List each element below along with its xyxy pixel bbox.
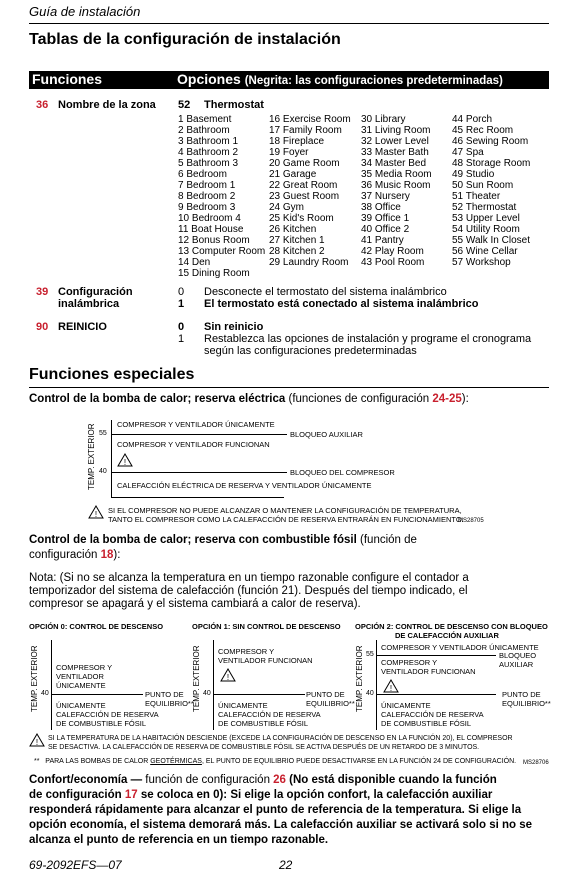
zone-name-item: 46 Sewing Room — [452, 136, 529, 147]
f39-num: 39 — [36, 286, 49, 298]
zone-name-item: 6 Bedroom — [178, 169, 227, 180]
zone-name-item: 30 Library — [361, 114, 406, 125]
opt1-y-label: TEMP. EXTERIOR — [192, 645, 201, 712]
opt1-below: ÚNICAMENTE CALEFACCIÓN DE RESERVA DE COMBUSTIBLE FÓSIL — [218, 701, 321, 728]
zone-name-item: 4 Bathroom 2 — [178, 147, 239, 158]
zone-names-col2 — [269, 114, 351, 268]
hp1-lock-comp: BLOQUEO DEL COMPRESOR — [290, 468, 395, 477]
hp2-note: Nota: (Si no se alcanza la temperatura en un tiempo razonable configure el contador a temporizador del sistema de calefacción (función 21). Después del tiempo indicado, el compresor se apagará y el sistema cambiará a calor de reserva). — [29, 572, 469, 610]
warning-triangle-icon — [117, 453, 133, 467]
opt2-point: PUNTO DE EQUILIBRIO** — [502, 690, 551, 708]
hp1-zone-mid: COMPRESOR Y VENTILADOR FUNCIONAN — [117, 440, 270, 449]
f90-o1: Restablezca las opciones de instalación y programe el cronograma según las configuraciones predeterminadas — [204, 333, 532, 357]
opt2-tick-40: 40 — [366, 690, 374, 697]
opt2-below: ÚNICAMENTE CALEFACCIÓN DE RESERVA DE COMBUSTIBLE FÓSIL — [381, 701, 484, 728]
warning-triangle-icon — [29, 733, 45, 747]
zone-names-col1 — [178, 114, 265, 279]
opt0-below: ÚNICAMENTE CALEFACCIÓN DE RESERVA DE COMBUSTIBLE FÓSIL — [56, 701, 159, 728]
f39-o0-num: 0 — [178, 286, 185, 298]
confort-paragraph: Confort/economía — función de configuración 26 (No está disponible cuando la función de configuración 17 se coloca en 0): Si elige la opción confort, la calefacción auxiliar responderá rápidamente para alcanzar el punto de referencia de la temperatura. Si elige la opción economía, el sistema demorará más. La calefacción auxiliar se activará solo si no se alcanza el punto de referencia en un tiempo razonable. — [29, 774, 533, 846]
svg-text:!: ! — [226, 673, 230, 682]
zone-name-item: 31 Living Room — [361, 125, 431, 136]
zone-name-item: 37 Nursery — [361, 191, 410, 202]
opt0-point: PUNTO DE EQUILIBRIO** — [145, 690, 194, 708]
doc-code: 69-2092EFS—07 — [29, 858, 122, 872]
zone-name-item: 1 Basement — [178, 114, 232, 125]
section-title: Tablas de la configuración de instalación — [29, 31, 341, 48]
zone-name-item: 9 Bedroom 3 — [178, 202, 236, 213]
zone-name-item: 42 Play Room — [361, 246, 424, 257]
zone-name-item: 8 Bedroom 2 — [178, 191, 236, 202]
f90-o1-num: 1 — [178, 333, 185, 345]
zone-name-item: 47 Spa — [452, 147, 484, 158]
zone-name-item: 32 Lower Level — [361, 136, 429, 147]
zone-name-item: 53 Upper Level — [452, 213, 520, 224]
zone-name-item: 40 Office 2 — [361, 224, 410, 235]
zone-name-item: 21 Garage — [269, 169, 317, 180]
svg-text:!: ! — [389, 684, 393, 693]
zone-name-item: 34 Master Bed — [361, 158, 427, 169]
opt2-lock: BLOQUEO AUXILIAR — [499, 651, 537, 669]
f39-o0: Desconecte el termostato del sistema inalámbrico — [204, 286, 447, 298]
zone-name-item: 38 Office — [361, 202, 401, 213]
hp1-line-40 — [111, 472, 287, 473]
hp2-code: MS28706 — [523, 760, 549, 766]
f36-num: 36 — [36, 99, 49, 111]
opt0-above: COMPRESOR Y VENTILADOR ÚNICAMENTE — [56, 663, 113, 690]
hp2-footnote: ** PARA LAS BOMBAS DE CALOR GEOTÉRMICAS, EL PUNTO DE EQUILIBRIO PUEDE DESACTIVARSE EN LA FUNCIÓN 24 DE CONFIGURACIÓN. — [34, 758, 517, 765]
hp1-lock-aux: BLOQUEO AUXILIAR — [290, 430, 363, 439]
opt2-title: OPCIÓN 2: CONTROL DE DESCENSO CON BLOQUEO DE CALEFACCIÓN AUXILIAR — [355, 622, 548, 640]
zone-name-item: 52 Thermostat — [452, 202, 517, 213]
warning-triangle-icon — [88, 505, 104, 519]
zone-name-item: 44 Porch — [452, 114, 493, 125]
zone-name-item: 16 Exercise Room — [269, 114, 351, 125]
zone-name-item: 13 Computer Room — [178, 246, 266, 257]
zone-name-item: 11 Boat House — [178, 224, 244, 235]
opt2-tick-55: 55 — [366, 651, 374, 658]
hp1-y-axis — [111, 420, 112, 498]
hp1-title: Control de la bomba de calor; reserva eléctrica (funciones de configuración 24-25): — [29, 393, 469, 405]
page-number: 22 — [279, 858, 293, 872]
col-funciones: Funciones — [32, 71, 103, 87]
opt0-balance-line — [51, 694, 143, 695]
hp2-warning: SI LA TEMPERATURA DE LA HABITACIÓN DESCIENDE (EXCEDE LA CONFIGURACIÓN DE DESCENSO EN LA FUNCIÓN 20), EL COMPRESOR SE DESACTIVA. LA CALEFACCIÓN DE RESERVA DE COMBUSTIBLE FÓSIL SE ACTIVA DESPUÉS DE UN RETARDO DE 3 MINUTOS. — [48, 735, 513, 751]
zone-name-item: 57 Workshop — [452, 257, 511, 268]
zone-name-item: 48 Storage Room — [452, 158, 531, 169]
table-header-bar — [29, 71, 549, 89]
zone-name-item: 56 Wine Cellar — [452, 246, 518, 257]
hp1-note: SI EL COMPRESOR NO PUEDE ALCANZAR O MANTENER LA CONFIGURACIÓN DE TEMPERATURA, TANTO EL COMPRESOR COMO LA CALEFACCIÓN DE RESERVA ENTRARÁN EN FUNCIONAMIENTO. — [108, 506, 464, 524]
zone-name-item: 28 Kitchen 2 — [269, 246, 325, 257]
f90-o0-num: 0 — [178, 321, 185, 333]
warning-triangle-icon — [220, 668, 236, 682]
zone-name-item: 43 Pool Room — [361, 257, 425, 268]
f36-opt-num: 52 — [178, 99, 191, 111]
zone-name-item: 41 Pantry — [361, 235, 404, 246]
opt0-tick: 40 — [41, 690, 49, 697]
hp1-line-55 — [111, 434, 287, 435]
zone-name-item: 24 Gym — [269, 202, 305, 213]
opt2-y-axis — [376, 640, 377, 730]
opt1-title: OPCIÓN 1: SIN CONTROL DE DESCENSO — [192, 622, 341, 631]
opt0-title: OPCIÓN 0: CONTROL DE DESCENSO — [29, 622, 164, 631]
zone-name-item: 15 Dining Room — [178, 268, 250, 279]
running-title: Guía de instalación — [29, 4, 141, 19]
zone-name-item: 50 Sun Room — [452, 180, 514, 191]
zone-name-item: 19 Foyer — [269, 147, 309, 158]
opt1-tick: 40 — [203, 690, 211, 697]
zone-name-item: 54 Utility Room — [452, 224, 520, 235]
zone-name-item: 2 Bathroom — [178, 125, 230, 136]
hp1-x-axis — [111, 497, 284, 498]
zone-name-item: 49 Studio — [452, 169, 495, 180]
hp1-code: MS28705 — [458, 518, 484, 524]
opt0-y-label: TEMP. EXTERIOR — [30, 645, 39, 712]
opt0-y-axis — [51, 640, 52, 730]
zone-name-item: 29 Laundry Room — [269, 257, 349, 268]
opt2-top: COMPRESOR Y VENTILADOR ÚNICAMENTE — [381, 643, 539, 652]
zone-name-item: 36 Music Room — [361, 180, 431, 191]
zone-names-col3 — [361, 114, 432, 268]
opt2-y-label: TEMP. EXTERIOR — [355, 645, 364, 712]
hp1-zone-top: COMPRESOR Y VENTILADOR ÚNICAMENTE — [117, 420, 275, 429]
zone-name-item: 45 Rec Room — [452, 125, 514, 136]
zone-name-item: 10 Bedroom 4 — [178, 213, 241, 224]
f39-name: Configuración inalámbrica — [58, 286, 133, 310]
zone-name-item: 12 Bonus Room — [178, 235, 250, 246]
zone-name-item: 27 Kitchen 1 — [269, 235, 325, 246]
opt1-point: PUNTO DE EQUILIBRIO** — [306, 690, 355, 708]
f39-o1-num: 1 — [178, 298, 185, 310]
header-rule — [29, 23, 549, 24]
opt1-balance-line — [213, 694, 305, 695]
zone-name-item: 14 Den — [178, 257, 211, 268]
special-functions-title: Funciones especiales — [29, 366, 195, 383]
zone-name-item: 20 Game Room — [269, 158, 340, 169]
hp1-y-label: TEMP. EXTERIOR — [87, 423, 96, 490]
f39-o1: El termostato está conectado al sistema inalámbrico — [204, 298, 479, 310]
hp2-title: Control de la bomba de calor; reserva con combustible fósil (función de configuración 18): — [29, 534, 417, 561]
f90-name: REINICIO — [58, 321, 107, 333]
zone-name-item: 25 Kid's Room — [269, 213, 334, 224]
col-opciones: Opciones (Negrita: las configuraciones predeterminadas) — [177, 71, 503, 87]
svg-text:!: ! — [35, 738, 39, 747]
opt2-mid: COMPRESOR Y VENTILADOR FUNCIONAN — [381, 658, 476, 676]
f36-name: Nombre de la zona — [58, 99, 156, 111]
zone-names-col4 — [452, 114, 530, 268]
zone-name-item: 3 Bathroom 1 — [178, 136, 239, 147]
f90-num: 90 — [36, 321, 49, 333]
hp1-tick-40: 40 — [99, 468, 107, 475]
hp1-tick-55: 55 — [99, 430, 107, 437]
f36-opt-label: Thermostat — [204, 99, 264, 111]
zone-name-item: 17 Family Room — [269, 125, 342, 136]
opt2-line-55 — [376, 655, 496, 656]
zone-name-item: 39 Office 1 — [361, 213, 410, 224]
opt2-balance-line — [376, 694, 496, 695]
zone-name-item: 51 Theater — [452, 191, 501, 202]
zone-name-item: 7 Bedroom 1 — [178, 180, 236, 191]
hp1-zone-bot: CALEFACCIÓN ELÉCTRICA DE RESERVA Y VENTILADOR ÚNICAMENTE — [117, 481, 372, 490]
f90-o0: Sin reinicio — [204, 321, 264, 333]
special-rule — [29, 387, 549, 388]
warning-triangle-icon — [383, 679, 399, 693]
svg-text:!: ! — [123, 458, 127, 467]
svg-text:!: ! — [94, 510, 98, 519]
zone-name-item: 35 Media Room — [361, 169, 432, 180]
zone-name-item: 26 Kitchen — [269, 224, 317, 235]
zone-name-item: 33 Master Bath — [361, 147, 429, 158]
zone-name-item: 22 Great Room — [269, 180, 338, 191]
zone-name-item: 5 Bathroom 3 — [178, 158, 239, 169]
zone-name-item: 18 Fireplace — [269, 136, 325, 147]
zone-name-item: 55 Walk In Closet — [452, 235, 530, 246]
opt1-above: COMPRESOR Y VENTILADOR FUNCIONAN — [218, 647, 313, 665]
zone-name-item: 23 Guest Room — [269, 191, 340, 202]
opt1-y-axis — [213, 640, 214, 730]
